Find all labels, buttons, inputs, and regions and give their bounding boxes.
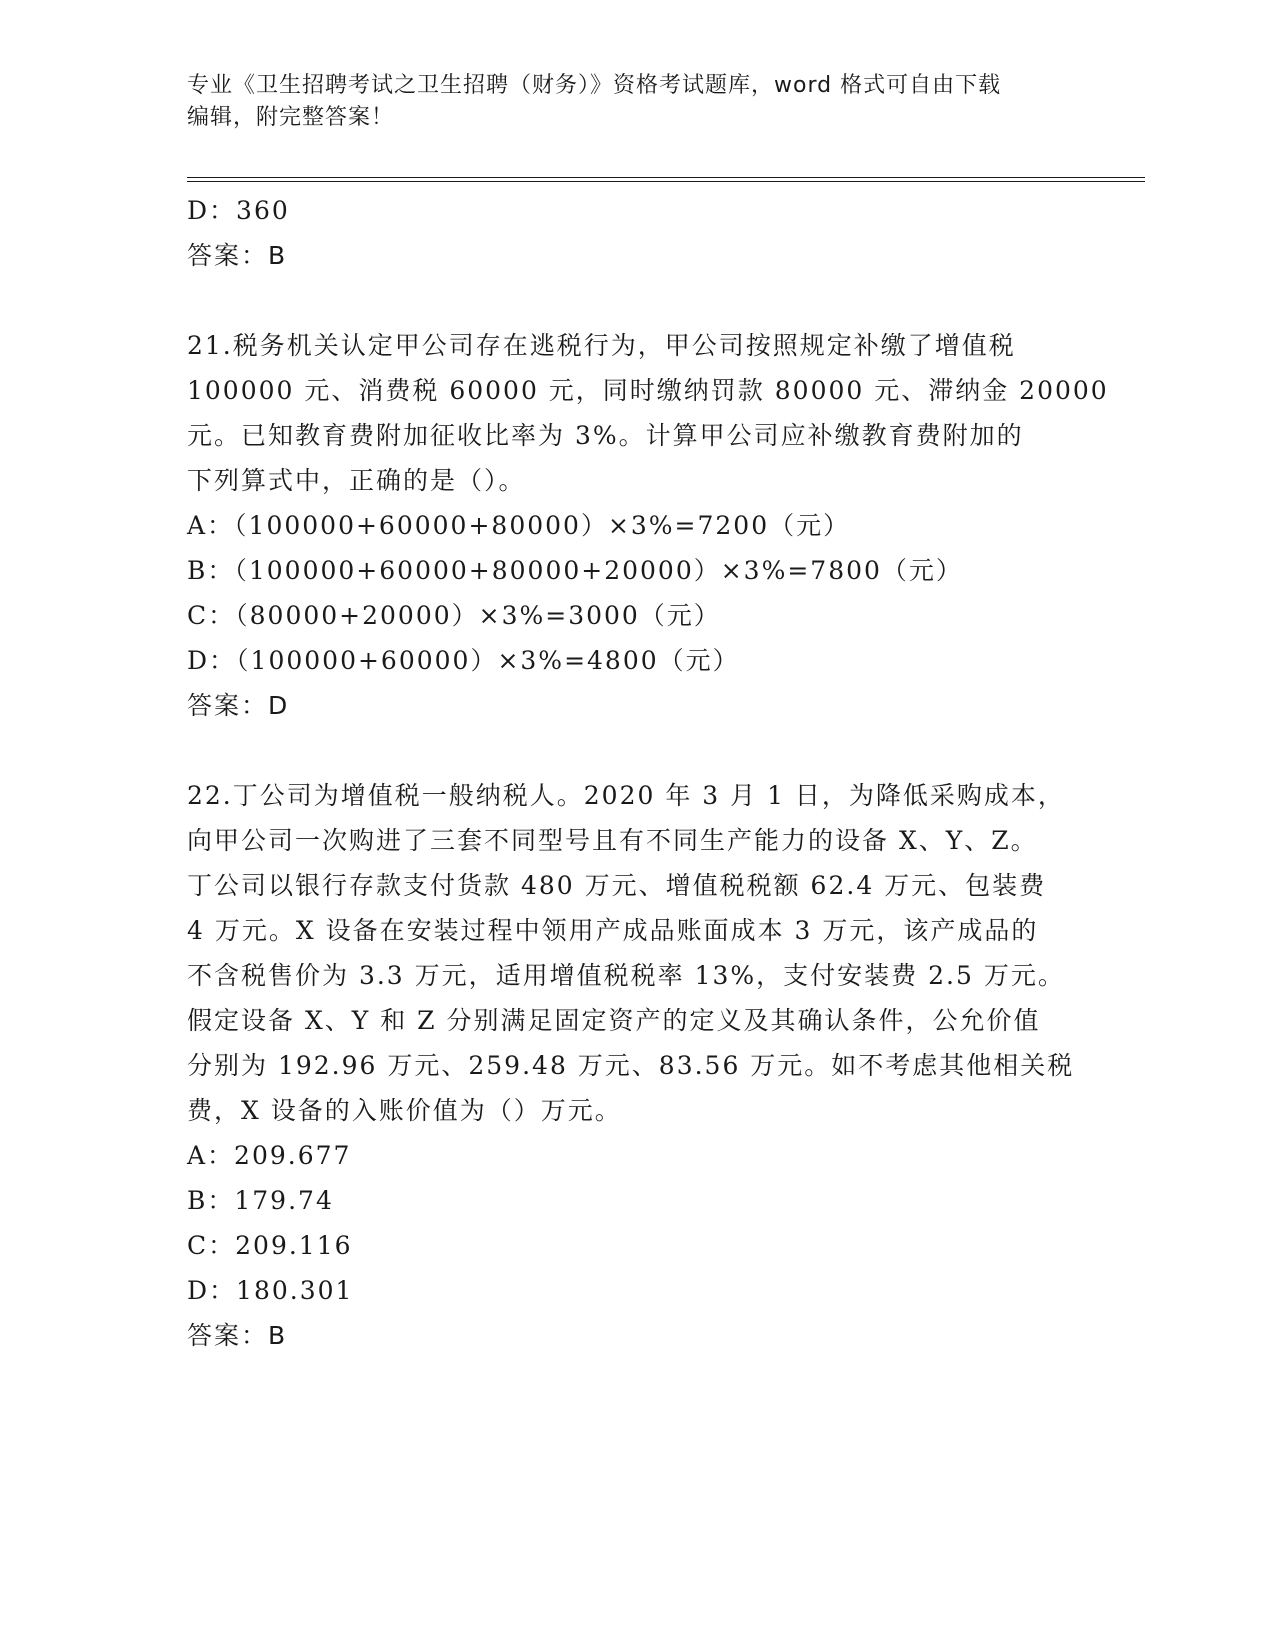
question-22: [187, 773, 1077, 1358]
question-21-answer: 答案：D: [187, 691, 290, 720]
prev-option-d: D：360: [187, 196, 290, 225]
header-line-1: 专业《卫生招聘考试之卫生招聘（财务）》资格考试题库，word 格式可自由下载: [187, 73, 1002, 98]
header-divider-bottom: [187, 181, 1145, 182]
question-22-line-4: 4 万元。X 设备在安装过程中领用产成品账面成本 3 万元，该产成品的: [187, 916, 1039, 945]
question-21: [187, 323, 1109, 728]
question-22-line-3: 丁公司以银行存款支付货款 480 万元、增值税税额 62.4 万元、包装费: [187, 871, 1047, 900]
question-22-line-2: 向甲公司一次购进了三套不同型号且有不同生产能力的设备 X、Y、Z。: [187, 826, 1038, 855]
spacer: [187, 728, 1077, 773]
question-21-option-a: A：（100000+60000+80000）×3%=7200（元）: [187, 511, 851, 540]
question-21-option-d: D：（100000+60000）×3%=4800（元）: [187, 646, 740, 675]
question-22-line-7: 分别为 192.96 万元、259.48 万元、83.56 万元。如不考虑其他相关税: [187, 1051, 1075, 1080]
question-22-line-1: 22.丁公司为增值税一般纳税人。2020 年 3 月 1 日，为降低采购成本，: [187, 781, 1065, 810]
question-22-line-6: 假定设备 X、Y 和 Z 分别满足固定资产的定义及其确认条件，公允价值: [187, 1006, 1041, 1035]
question-21-line-4: 下列算式中，正确的是（）。: [187, 466, 526, 495]
header-line-2: 编辑，附完整答案！: [187, 105, 395, 130]
question-21-option-b: B：（100000+60000+80000+20000）×3%=7800（元）: [187, 556, 963, 585]
question-22-option-b: B：179.74: [187, 1186, 334, 1215]
question-21-line-3: 元。已知教育费附加征收比率为 3%。计算甲公司应补缴教育费附加的: [187, 421, 1024, 450]
question-21-line-1: 21.税务机关认定甲公司存在逃税行为，甲公司按照规定补缴了增值税: [187, 331, 1016, 360]
question-22-line-8: 费，X 设备的入账价值为（）万元。: [187, 1096, 622, 1125]
question-22-line-5: 不含税售价为 3.3 万元，适用增值税税率 13%，支付安装费 2.5 万元。: [187, 961, 1065, 990]
header-divider-top: [187, 177, 1145, 178]
question-22-option-a: A：209.677: [187, 1141, 352, 1170]
question-22-option-c: C：209.116: [187, 1231, 353, 1260]
prev-answer: 答案：B: [187, 241, 288, 270]
question-22-option-d: D：180.301: [187, 1276, 354, 1305]
spacer: [187, 278, 1077, 323]
page-header: [187, 70, 1087, 134]
question-21-option-c: C：（80000+20000）×3%=3000（元）: [187, 601, 721, 630]
document-body: [187, 188, 1109, 1358]
question-21-line-2: 100000 元、消费税 60000 元，同时缴纳罚款 80000 元、滞纳金 20000: [187, 376, 1109, 405]
question-22-answer: 答案：B: [187, 1321, 288, 1350]
